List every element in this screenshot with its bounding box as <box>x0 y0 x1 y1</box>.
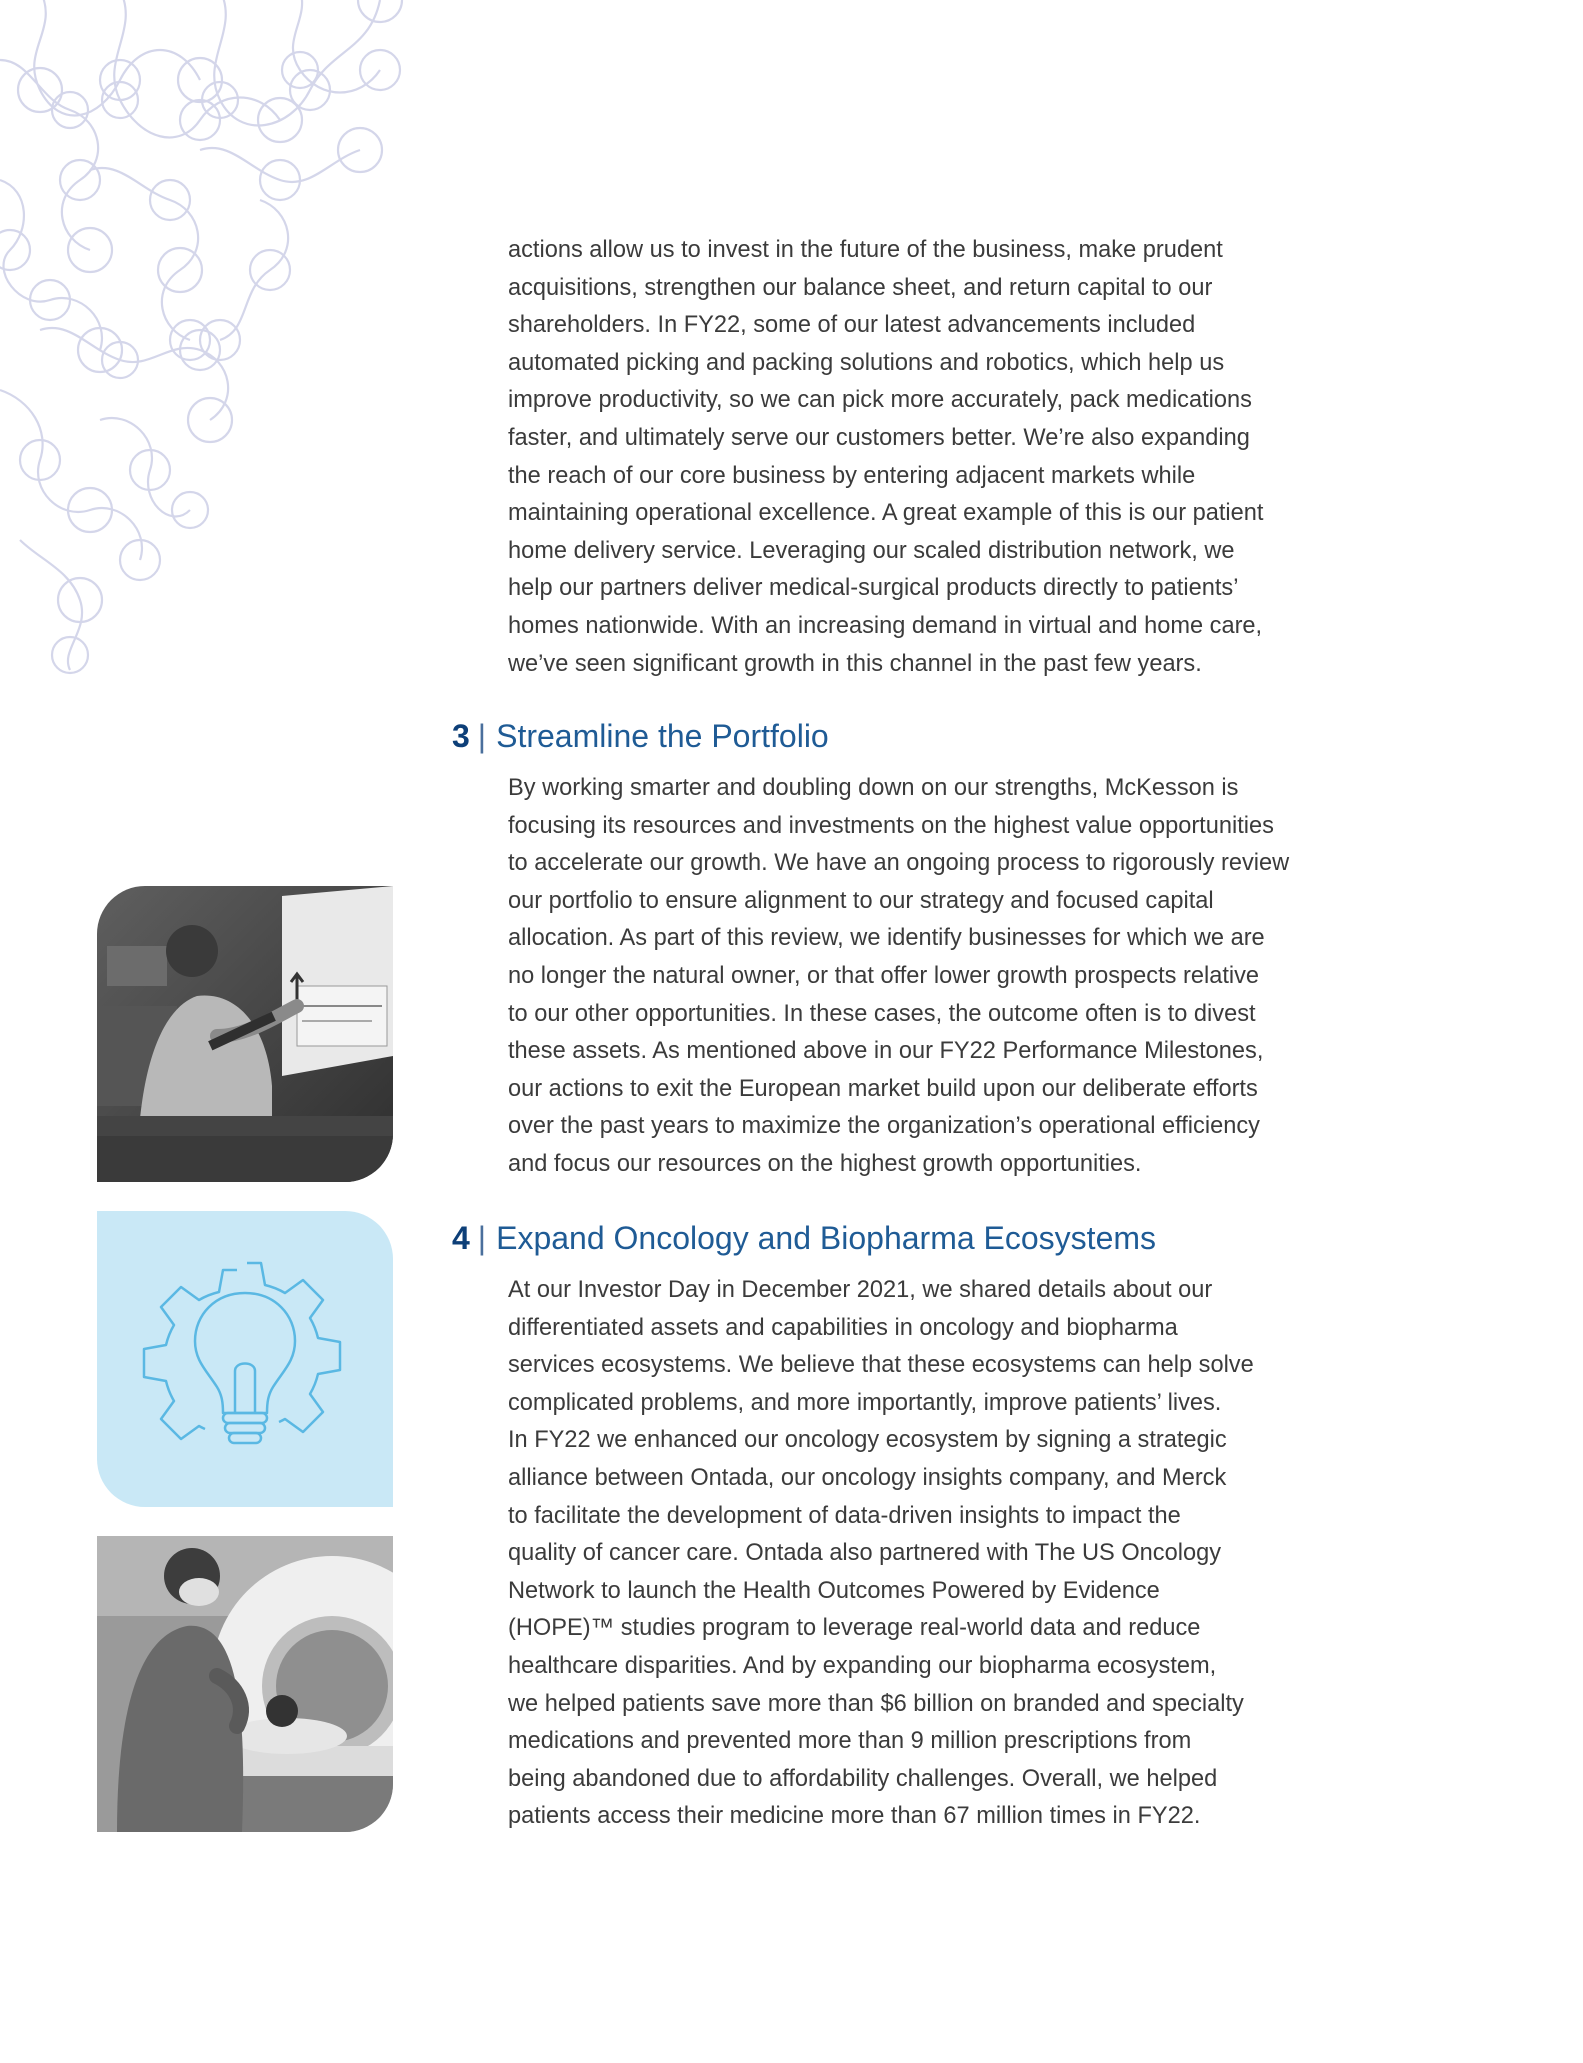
intro-paragraph: actions allow us to invest in the future of the business, make prudent acquisitions, strengthen our balance sheet, and return capital to our shareholders. In FY22, some of our latest advancements included automated picking and packing solutions and robotics, which help us improve productivity, so we can pick more accurately, pack medications faster, and ultimately serve our customers better. We’re also expanding the reach of our core business by entering adjacent markets while maintaining operational excellence. A great example of this is our patient home delivery service. Leveraging our scaled distribution network, we help our partners deliver medical-surgical products directly to patients’ homes nationwide. With an increasing demand in virtual and home care, we’ve seen significant growth in this channel in the past few years. <box>508 237 1264 677</box>
section-4-number: 4 <box>452 1220 470 1256</box>
section-3-title: Streamline the Portfolio <box>496 718 829 754</box>
medical-scan-photo <box>97 1536 393 1832</box>
decorative-pattern <box>0 0 500 680</box>
gear-lightbulb-tile <box>97 1211 393 1507</box>
section-4-paragraph: At our Investor Day in December 2021, we shared details about our differentiated assets and capabilities in oncology and biopharma services ecosystems. We believe that these ecosystems can help solve complicated problems, and more importantly, improve patients’ lives. In FY22 we enhanced our oncology ecosystem by signing a strategic alliance between Ontada, our oncology insights company, and Merck to facilitate the development of data-driven insights to impact the quality of cancer care. Ontada also partnered with The US Oncology Network to launch the Health Outcomes Powered by Evidence (HOPE)™ studies program to leverage real-world data and reduce healthcare disparities. And by expanding our biopharma ecosystem, we helped patients save more than $6 billion on branded and specialty medications and prevented more than 9 million prescriptions from being abandoned due to affordability challenges. Overall, we helped patients access their medicine more than 67 million times in FY22. <box>508 1277 1254 1830</box>
gear-lightbulb-icon <box>97 1211 393 1507</box>
warehouse-worker-photo <box>97 886 393 1182</box>
section-4-title: Expand Oncology and Biopharma Ecosystems <box>496 1220 1157 1256</box>
section-3-paragraph: By working smarter and doubling down on our strengths, McKesson is focusing its resources and investments on the highest value opportunities to accelerate our growth. We have an ongoing process to rigorously review our portfolio to ensure alignment to our strategy and focused capital allocation. As part of this review, we identify businesses for which we are no longer the natural owner, or that offer lower growth prospects relative to our other opportunities. In these cases, the outcome often is to divest these assets. As mentioned above in our FY22 Performance Milestones, our actions to exit the European market build upon our deliberate efforts over the past years to maximize the organization’s operational efficiency and focus our resources on the highest growth opportunities. <box>508 775 1290 1177</box>
section-3-number: 3 <box>452 718 470 754</box>
section-4-separator: | <box>477 1220 487 1256</box>
section-4-heading <box>452 1218 1156 1258</box>
intro-block <box>508 232 1348 683</box>
section-3-separator: | <box>477 718 487 754</box>
section-3-body <box>508 770 1348 1184</box>
section-4-body <box>508 1272 1348 1836</box>
section-3-heading <box>452 716 829 756</box>
